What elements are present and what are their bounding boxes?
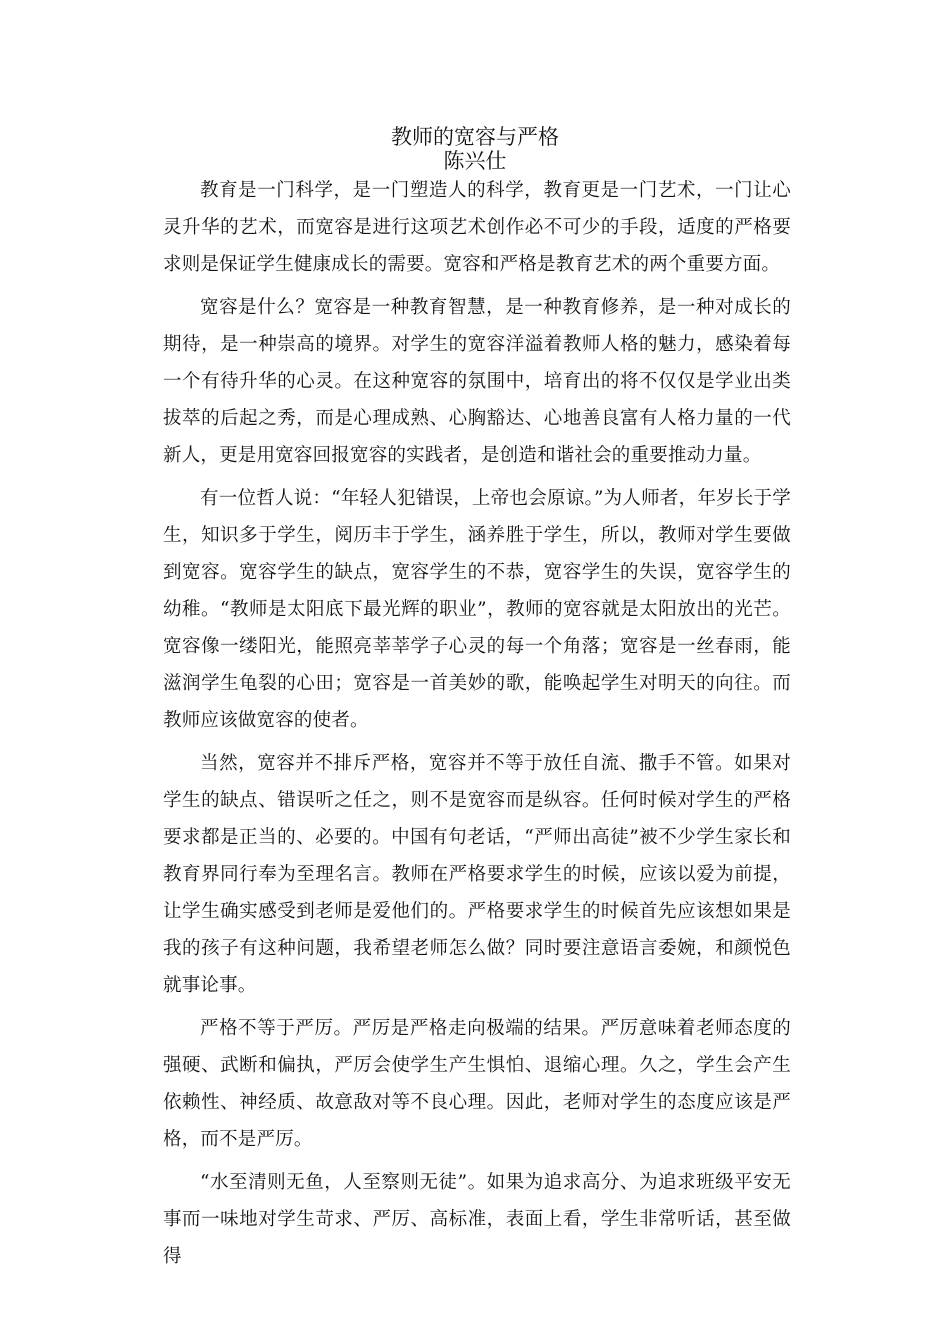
document-body xyxy=(163,172,791,1281)
paragraph: 有一位哲人说：“年轻人犯错误，上帝也会原谅。”为人师者，年岁长于学生，知识多于学生，阅历丰于学生，涵养胜于学生，所以，教师对学生要做到宽容。宽容学生的缺点，宽容学生的不恭，宽容学生的失误，宽容学生的幼稚。“教师是太阳底下最光辉的职业”，教师的宽容就是太阳放出的光芒。宽容像一缕阳光，能照亮莘莘学子心灵的每一个角落；宽容是一丝春雨，能滋润学生龟裂的心田；宽容是一首美妙的歌，能唤起学生对明天的向往。而教师应该做宽容的使者。 xyxy=(163,488,791,731)
paragraph: 宽容是什么？宽容是一种教育智慧，是一种教育修养，是一种对成长的期待，是一种崇高的境界。对学生的宽容洋溢着教师人格的魅力，感染着每一个有待升华的心灵。在这种宽容的氛围中，培育出的将不仅仅是学业出类拔萃的后起之秀，而是心理成熟、心胸豁达、心地善良富有人格力量的一代新人，更是用宽容回报宽容的实践者，是创造和谐社会的重要推动力量。 xyxy=(163,297,791,466)
paragraph: 当然，宽容并不排斥严格，宽容并不等于放任自流、撒手不管。如果对学生的缺点、错误听之任之，则不是宽容而是纵容。任何时候对学生的严格要求都是正当的、必要的。中国有句老话，“严师出高徒”被不少学生家长和教育界同行奉为至理名言。教师在严格要求学生的时候，应该以爱为前提，让学生确实感受到老师是爱他们的。严格要求学生的时候首先应该想如果是我的孩子有这种问题，我希望老师怎么做？同时要注意语言委婉，和颜悦色就事论事。 xyxy=(163,753,791,996)
paragraph: 严格不等于严厉。严厉是严格走向极端的结果。严厉意味着老师态度的强硬、武断和偏执，严厉会使学生产生惧怕、退缩心理。久之，学生会产生依赖性、神经质、故意敌对等不良心理。因此，老师对学生的态度应该是严格，而不是严厉。 xyxy=(163,1018,791,1150)
document-title: 教师的宽容与严格 xyxy=(391,125,559,149)
paragraph: 教育是一门科学，是一门塑造人的科学，教育更是一门艺术，一门让心灵升华的艺术，而宽容是进行这项艺术创作必不可少的手段，适度的严格要求则是保证学生健康成长的需要。宽容和严格是教育艺术的两个重要方面。 xyxy=(163,180,791,275)
document-author: 陈兴仕 xyxy=(443,149,507,173)
paragraph: “水至清则无鱼，人至察则无徒”。如果为追求高分、为追求班级平安无事而一味地对学生苛求、严厉、高标准，表面上看，学生非常听话，甚至做得 xyxy=(163,1172,791,1267)
